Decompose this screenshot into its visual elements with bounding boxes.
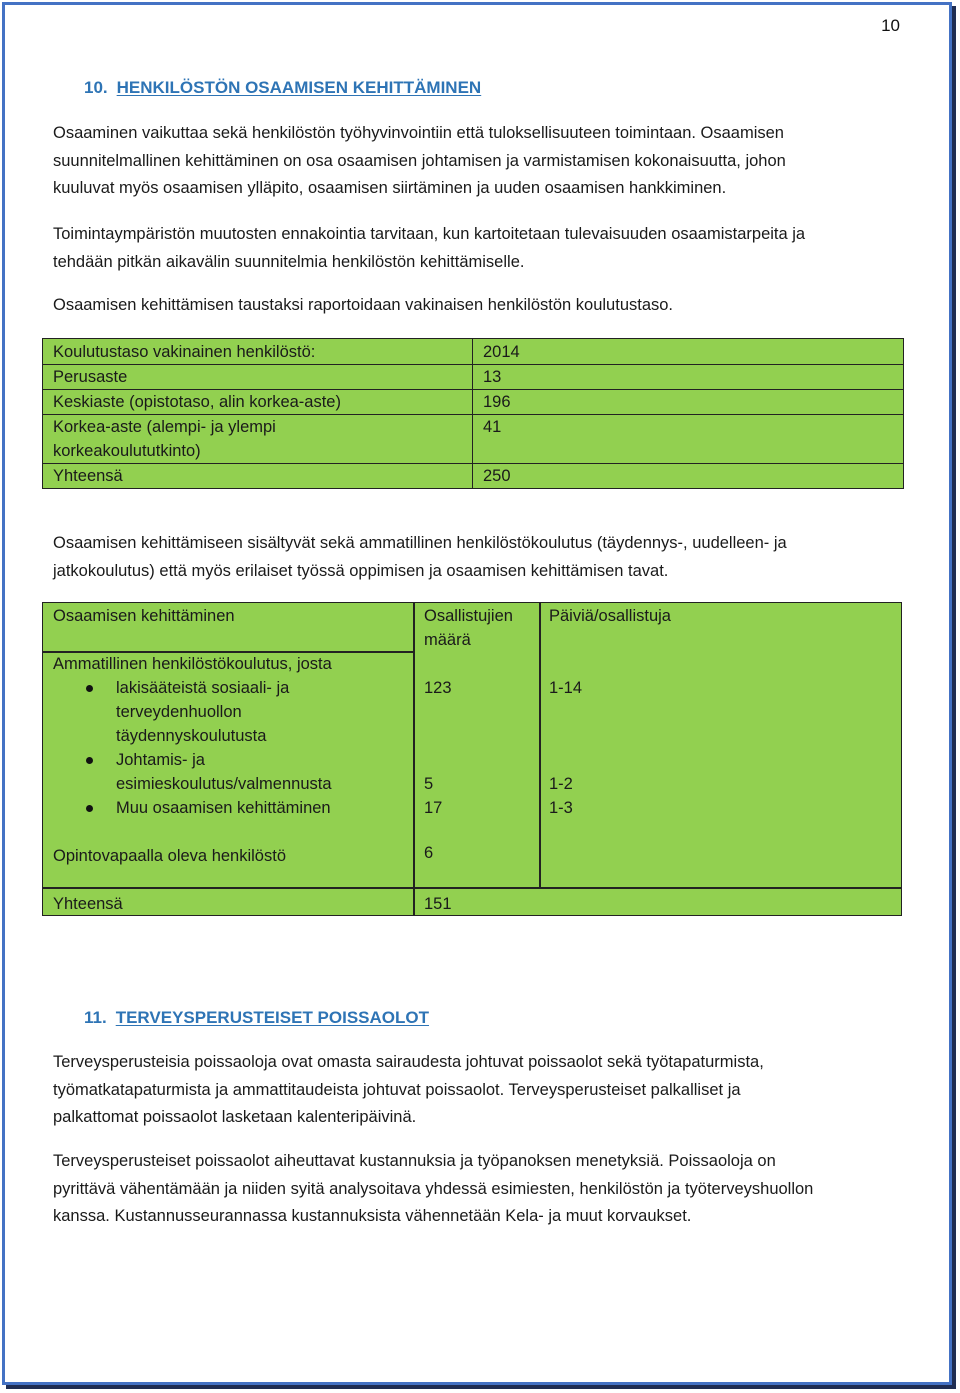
section-10-heading: [84, 78, 481, 98]
table-cell: 41: [473, 415, 904, 464]
section-11-title: TERVEYSPERUSTEISET POISSAOLOT: [115, 1008, 430, 1027]
group-title: Ammatillinen henkilöstökoulutus, josta: [53, 655, 332, 673]
section-11-paragraph-1: [53, 1049, 893, 1132]
section-10-paragraph-3: [53, 292, 893, 320]
total-label: Yhteensä: [53, 895, 123, 913]
table-cell: [43, 415, 473, 464]
header-line: määrä: [424, 631, 471, 649]
section-10-paragraph-1: [53, 120, 893, 203]
days-value: 1-2: [549, 775, 573, 793]
table-row: [43, 415, 904, 464]
section-10-paragraph-2: [53, 221, 893, 276]
item-line: täydennyskoulutusta: [116, 727, 267, 745]
section-10-paragraph-4: [53, 530, 893, 585]
days-value: 1-3: [549, 799, 573, 817]
cell-line: Korkea-aste (alempi- ja ylempi: [53, 418, 276, 436]
list-item: [116, 748, 332, 796]
text-line: palkattomat poissaolot lasketaan kalenteripäivinä.: [53, 1108, 417, 1126]
table-divider: [539, 603, 541, 887]
text-line: kanssa. Kustannusseurannassa kustannuksista vähennetään Kela- ja muut korvaukset.: [53, 1207, 692, 1225]
table-row: [43, 390, 904, 415]
total-value: 151: [424, 895, 452, 913]
participants-value: 123: [424, 679, 452, 697]
list-item: [116, 796, 331, 820]
table-cell: 196: [473, 390, 904, 415]
item-line: Muu osaamisen kehittäminen: [116, 799, 331, 817]
column-header: Osaamisen kehittäminen: [53, 607, 235, 625]
table-cell: 13: [473, 365, 904, 390]
text-line: Osaaminen vaikuttaa sekä henkilöstön työhyvinvointiin että tuloksellisuuteen toimintaan. Osaamisen: [53, 124, 784, 142]
item-line: lakisääteistä sosiaali- ja: [116, 679, 290, 697]
text-line: Terveysperusteiset poissaolot aiheuttavat kustannuksia ja työpanoksen menetyksiä. Poissaoloja on: [53, 1152, 776, 1170]
text-line: kuuluvat myös osaamisen ylläpito, osaamisen siirtäminen ja uuden osaamisen hankkiminen.: [53, 179, 727, 197]
text-line: Terveysperusteisia poissaoloja ovat omasta sairaudesta johtuvat poissaolot sekä työtapaturmista,: [53, 1053, 764, 1071]
section-11-paragraph-2: [53, 1148, 893, 1231]
section-10-number: 10.: [84, 78, 108, 97]
text-line: tehdään pitkän aikavälin suunnitelmia henkilöstön kehittämiselle.: [53, 252, 525, 271]
participants-value: 5: [424, 775, 434, 793]
text-line: suunnitelmallinen kehittäminen on osa osaamisen johtamisen ja varmistamisen kokonaisuutta, johon: [53, 151, 786, 170]
section-11-heading: [84, 1008, 429, 1028]
table-cell: 250: [473, 464, 904, 489]
table-row: [43, 464, 904, 489]
competence-development-table: [42, 602, 902, 916]
table-cell: Yhteensä: [43, 464, 473, 489]
text-line: työmatkatapaturmista ja ammattitaudeista johtuvat poissaolot. Terveysperusteiset palkalliset ja: [53, 1080, 741, 1099]
study-leave-label: Opintovapaalla oleva henkilöstö: [53, 847, 286, 865]
item-line: terveydenhuollon: [116, 703, 242, 721]
table-cell: Koulutustaso vakinainen henkilöstö:: [43, 339, 473, 365]
header-line: Osallistujien: [424, 607, 513, 625]
table-divider: [413, 603, 415, 915]
section-11-number: 11.: [84, 1008, 107, 1027]
days-value: 1-14: [549, 679, 583, 697]
table-divider: [43, 887, 901, 889]
table-cell: Keskiaste (opistotaso, alin korkea-aste): [43, 390, 473, 415]
list-item: [116, 676, 289, 748]
table-row: [43, 339, 904, 365]
text-line: Osaamisen kehittämiseen sisältyvät sekä ammatillinen henkilöstökoulutus (täydennys-, uudelleen- ja: [53, 534, 787, 552]
section-10-title: HENKILÖSTÖN OSAAMISEN KEHITTÄMINEN: [116, 78, 482, 97]
item-line: esimieskoulutus/valmennusta: [116, 775, 332, 793]
bullet-icon: [86, 685, 93, 692]
bullet-icon: [86, 805, 93, 812]
column-header: Päiviä/osallistuja: [549, 607, 671, 625]
participants-value: 17: [424, 799, 443, 817]
text-line: jatkokoulutus) että myös erilaiset työssä oppimisen ja osaamisen kehittämisen tavat.: [53, 561, 669, 580]
participants-value: 6: [424, 844, 434, 862]
table-row: [43, 365, 904, 390]
education-level-table: [42, 338, 904, 489]
item-line: Johtamis- ja: [116, 751, 205, 769]
text-line: pyrittävä vähentämään ja niiden syitä analysoitava yhdessä esimiesten, henkilöstön ja työterveyshuollon: [53, 1179, 814, 1198]
column-header: [424, 604, 513, 652]
text-line: Osaamisen kehittämisen taustaksi raportoidaan vakinaisen henkilöstön koulutustaso.: [53, 296, 674, 314]
table-cell: Perusaste: [43, 365, 473, 390]
cell-line: korkeakoulututkinto): [53, 442, 201, 460]
text-line: Toimintaympäristön muutosten ennakointia tarvitaan, kun kartoitetaan tulevaisuuden osaamistarpeita ja: [53, 225, 806, 243]
page-number: 10: [881, 16, 900, 35]
table-cell: 2014: [473, 339, 904, 365]
bullet-icon: [86, 757, 93, 764]
